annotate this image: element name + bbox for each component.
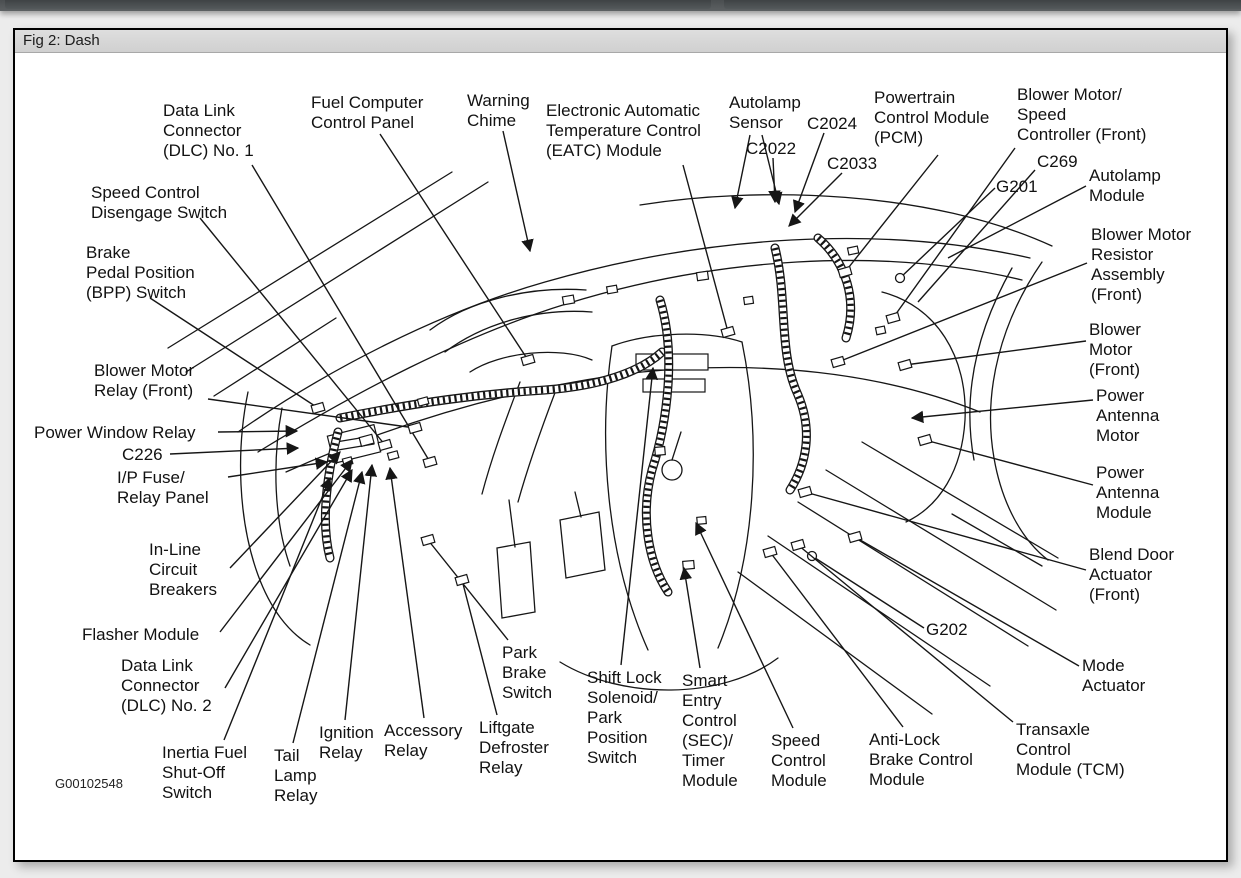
label-accessory-relay: Accessory Relay bbox=[384, 721, 463, 760]
label-mode-actuator: Mode Actuator bbox=[1082, 656, 1146, 695]
browser-tab-remnant-right bbox=[724, 0, 1241, 9]
figure-title-bar bbox=[15, 30, 1226, 53]
label-tail-lamp-relay: Tail Lamp Relay bbox=[274, 746, 318, 805]
label-brake-pedal-position-switch: Brake Pedal Position (BPP) Switch bbox=[86, 243, 195, 302]
label-blower-motor-speed-controller: Blower Motor/ Speed Controller (Front) bbox=[1017, 85, 1147, 144]
label-powertrain-control-module: Powertrain Control Module (PCM) bbox=[874, 88, 990, 147]
figure-title: Fig 2: Dash bbox=[23, 32, 100, 49]
label-c2022: C2022 bbox=[746, 139, 797, 158]
label-power-antenna-motor: Power Antenna Motor bbox=[1096, 386, 1160, 445]
label-c269: C269 bbox=[1037, 152, 1078, 171]
label-park-brake-switch: Park Brake Switch bbox=[502, 643, 553, 702]
label-blend-door-actuator: Blend Door Actuator (Front) bbox=[1089, 545, 1175, 604]
label-blower-motor-front: Blower Motor (Front) bbox=[1089, 320, 1141, 379]
label-fuel-computer-control-panel: Fuel Computer Control Panel bbox=[311, 93, 424, 132]
label-ip-fuse-relay-panel: I/P Fuse/ Relay Panel bbox=[117, 468, 209, 507]
label-eatc-module: Electronic Automatic Temperature Control (EATC) Module bbox=[546, 101, 701, 160]
label-c2024: C2024 bbox=[807, 114, 858, 133]
label-anti-lock-brake-control-module: Anti-Lock Brake Control Module bbox=[869, 730, 973, 789]
label-transaxle-control-module: Transaxle Control Module (TCM) bbox=[1016, 720, 1125, 779]
label-speed-control-disengage-switch: Speed Control Disengage Switch bbox=[91, 183, 228, 222]
label-autolamp-sensor: Autolamp Sensor bbox=[729, 93, 801, 132]
label-liftgate-defroster-relay: Liftgate Defroster Relay bbox=[479, 718, 549, 777]
label-data-link-connector-1: Data Link Connector (DLC) No. 1 bbox=[163, 101, 254, 160]
label-in-line-circuit-breakers: In-Line Circuit Breakers bbox=[149, 540, 218, 599]
label-ignition-relay: Ignition Relay bbox=[319, 723, 374, 762]
label-g201: G201 bbox=[996, 177, 1038, 196]
label-speed-control-module: Speed Control Module bbox=[771, 731, 827, 790]
label-c2033: C2033 bbox=[827, 154, 878, 173]
label-blower-motor-resistor: Blower Motor Resistor Assembly (Front) bbox=[1091, 225, 1192, 304]
label-c226: C226 bbox=[122, 445, 163, 464]
label-g202: G202 bbox=[926, 620, 968, 639]
figure-panel bbox=[13, 28, 1228, 862]
label-power-window-relay: Power Window Relay bbox=[34, 423, 196, 442]
label-shift-lock-solenoid: Shift Lock Solenoid/ Park Position Switch bbox=[587, 668, 662, 767]
browser-tab-remnant-left bbox=[5, 0, 711, 9]
label-smart-entry-control: Smart Entry Control (SEC)/ Timer Module bbox=[682, 671, 738, 790]
label-blower-motor-relay: Blower Motor Relay (Front) bbox=[94, 361, 195, 400]
label-inertia-fuel-shut-off-switch: Inertia Fuel Shut-Off Switch bbox=[162, 743, 248, 802]
label-data-link-connector-2: Data Link Connector (DLC) No. 2 bbox=[121, 656, 212, 715]
browser-chrome-strip bbox=[0, 0, 1241, 11]
label-autolamp-module: Autolamp Module bbox=[1089, 166, 1161, 205]
label-power-antenna-module: Power Antenna Module bbox=[1096, 463, 1160, 522]
label-figure-code: G00102548 bbox=[55, 776, 123, 791]
label-flasher-module: Flasher Module bbox=[82, 625, 200, 644]
label-warning-chime: Warning Chime bbox=[467, 91, 530, 130]
